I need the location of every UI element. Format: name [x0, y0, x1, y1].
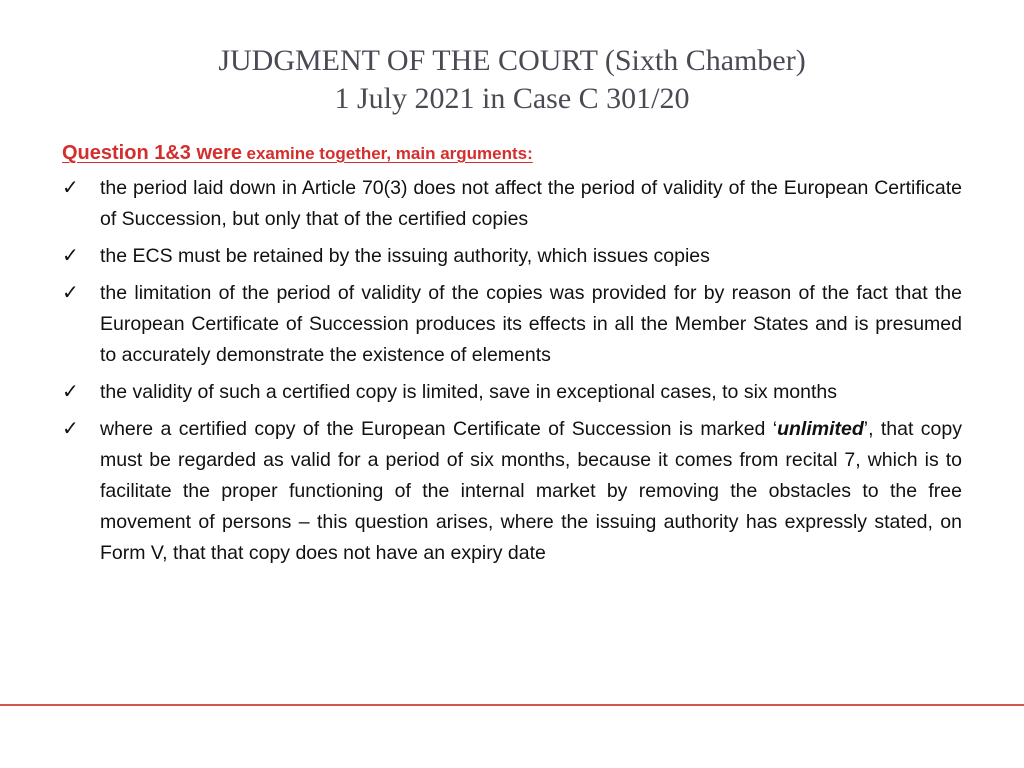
checkmark-icon: ✓: [62, 245, 79, 267]
bullet-text-after: ’, that copy must be regarded as valid for a period of six months, because it comes from recital 7, which is to facilitate the proper functioning of the internal market by removing the obstacles to the free movement of persons – this question arises, where the issuing authority has expressly stated, on Form V, that that copy does not have an expiry date: [100, 418, 962, 564]
bullet-item: [62, 173, 962, 235]
bullet-item: [62, 377, 962, 408]
title-line-2: 1 July 2021 in Case C 301/20: [334, 82, 690, 115]
checkmark-icon: ✓: [62, 282, 79, 304]
bullet-text: the period laid down in Article 70(3) does not affect the period of validity of the European Certificate of Succession, but only that of the certified copies: [100, 177, 962, 230]
bullet-list: [62, 173, 962, 569]
checkmark-icon: ✓: [62, 418, 79, 440]
bullet-text: the ECS must be retained by the issuing authority, which issues copies: [100, 245, 710, 267]
section-heading: [62, 142, 962, 165]
slide-body: [62, 142, 962, 575]
slide-title: [0, 42, 1024, 118]
bullet-text-before: where a certified copy of the European Certificate of Succession is marked ‘: [100, 418, 778, 440]
heading-part-1: Question 1&3 were: [62, 142, 243, 164]
bullet-item: [62, 414, 962, 569]
heading-part-2: examine together, main arguments:: [246, 144, 533, 163]
checkmark-icon: ✓: [62, 381, 79, 403]
bullet-text: [100, 414, 962, 569]
title-line-1: JUDGMENT OF THE COURT (Sixth Chamber): [218, 44, 806, 77]
bullet-item: [62, 278, 962, 371]
footer-divider: [0, 704, 1024, 706]
bullet-text: the validity of such a certified copy is limited, save in exceptional cases, to six months: [100, 381, 838, 403]
bullet-text: the limitation of the period of validity of the copies was provided for by reason of the fact that the European Certificate of Succession produces its effects in all the Member States and is presumed to accurately demonstrate the existence of elements: [100, 282, 962, 366]
bullet-item: [62, 241, 962, 272]
bullet-emphasis: unlimited: [777, 418, 864, 440]
checkmark-icon: ✓: [62, 177, 79, 199]
